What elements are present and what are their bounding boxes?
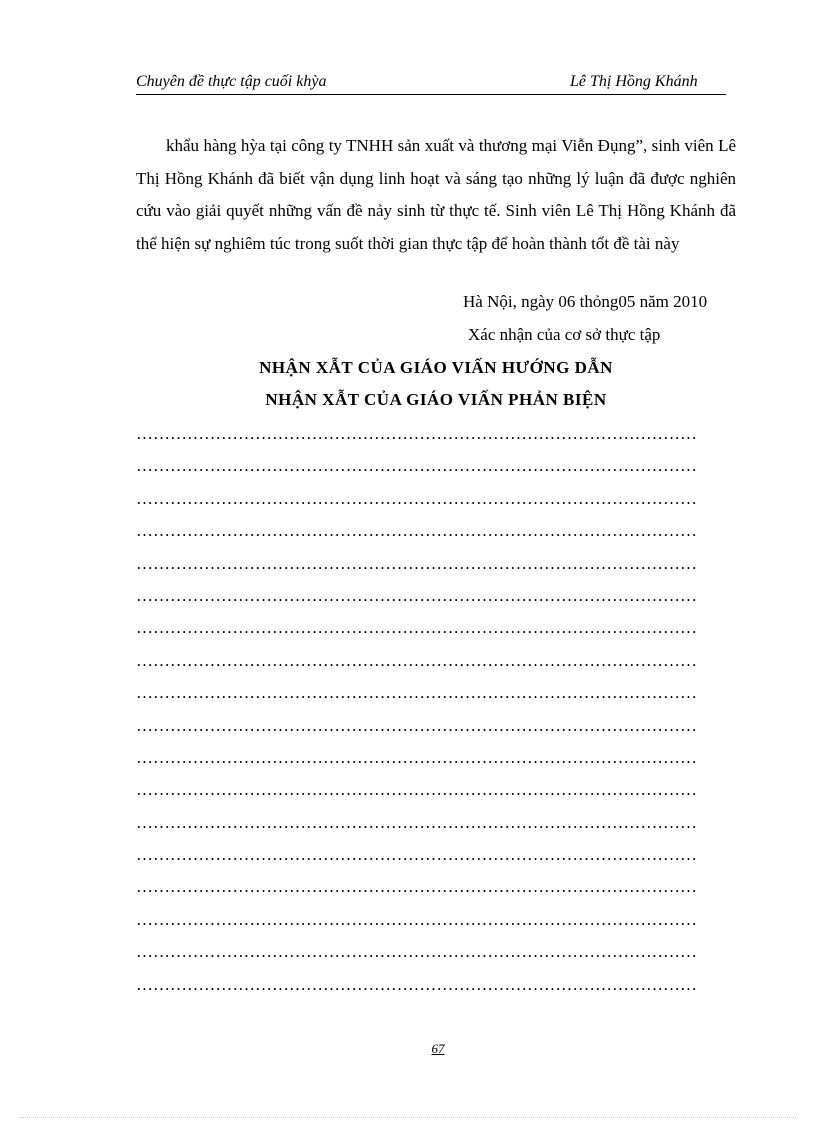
dotted-line: ……………………………………………………………………………………… [136, 585, 697, 605]
page-header [136, 72, 726, 95]
dotted-line: ……………………………………………………………………………………… [136, 780, 697, 800]
dotted-line: ……………………………………………………………………………………… [136, 618, 697, 638]
dotted-line: ……………………………………………………………………………………… [136, 974, 697, 994]
dotted-line: ……………………………………………………………………………………… [136, 747, 697, 767]
dotted-line: ……………………………………………………………………………………… [136, 715, 697, 735]
body-text [136, 130, 736, 260]
body-paragraph: khẩu hàng hỳa tại công ty TNHH sản xuất và thương mại Viễn Đụng”, sinh viên Lê Thị Hồng Khánh đã biết vận dụng linh hoạt và sáng tạo những lý luận đã được nghiên cứu vào giải quyết những vấn đề nảy sinh từ thực tế. Sinh viên Lê Thị Hồng Khánh đã thể hiện sự nghiêm túc trong suốt thời gian thực tập để hoàn thành tốt đề tài này [136, 136, 736, 253]
dotted-line: ……………………………………………………………………………………… [136, 650, 697, 670]
dotted-line: ……………………………………………………………………………………… [136, 456, 697, 476]
reviewer-comments-heading: NHẬN XẪT CỦA GIÁO VIẤN PHẢN BIỆN [265, 390, 607, 409]
dotted-line: ……………………………………………………………………………………… [136, 942, 697, 962]
dotted-line: ……………………………………………………………………………………… [136, 488, 697, 508]
bottom-divider [20, 1117, 796, 1118]
header-author: Lê Thị Hồng Khánh [570, 73, 698, 90]
page-number: 67 [431, 1041, 445, 1056]
dotted-line: ……………………………………………………………………………………… [136, 812, 697, 832]
advisor-comments-heading: NHẬN XẪT CỦA GIÁO VIẤN HƯỚNG DẪN [259, 358, 613, 377]
dotted-line: ……………………………………………………………………………………… [136, 683, 697, 703]
date-line: Hà Nội, ngày 06 thỏng05 năm 2010 [463, 292, 708, 311]
header-title: Chuyên đề thực tập cuối khỳa [136, 73, 327, 90]
dotted-line: ……………………………………………………………………………………… [136, 553, 697, 573]
dotted-line: ……………………………………………………………………………………… [136, 424, 697, 443]
dotted-line: ……………………………………………………………………………………… [136, 845, 697, 865]
confirmation-line: Xác nhận của cơ sở thực tập [468, 325, 661, 344]
dotted-line: ……………………………………………………………………………………… [136, 909, 697, 929]
dotted-line: ……………………………………………………………………………………… [136, 521, 697, 541]
dotted-line: ……………………………………………………………………………………… [136, 877, 697, 897]
comment-lines [136, 418, 736, 1001]
